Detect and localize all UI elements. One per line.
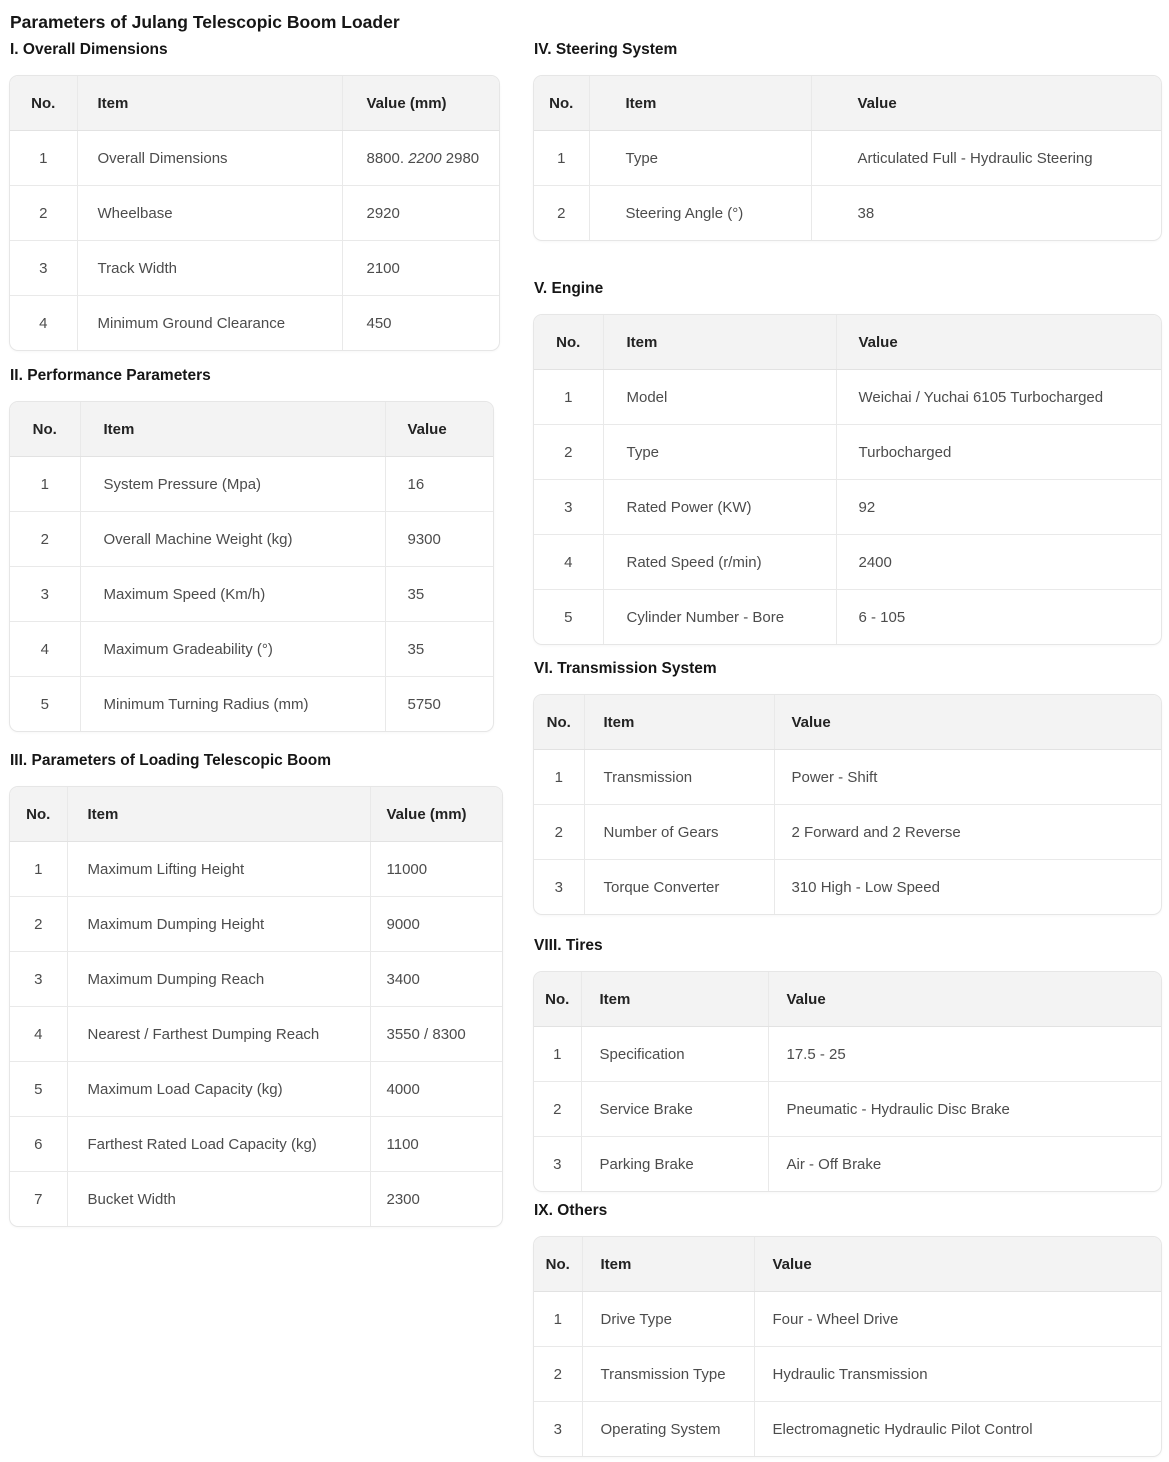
section [9,366,506,737]
column-header-item: Item [67,787,370,842]
table-wrapper [9,786,503,1227]
item-cell: Rated Power (KW) [603,480,836,535]
section-heading: V. Engine [534,280,604,297]
header-row [534,695,1161,750]
table-row [10,952,502,1007]
row-number-cell: 2 [10,512,80,567]
column-header-no: No. [534,1237,582,1292]
row-number-cell: 6 [10,1117,67,1172]
row-number-cell: 5 [10,677,80,732]
section [533,936,1160,1197]
value-cell: 16 [385,457,493,512]
row-number-cell: 2 [534,1082,581,1137]
section [533,659,1160,920]
column-header-item: Item [582,1237,754,1292]
table-row [10,1007,502,1062]
section [533,279,1160,650]
value-cell: Pneumatic - Hydraulic Disc Brake [768,1082,1161,1137]
section-heading: VIII. Tires [534,937,603,954]
value-cell: 2920 [342,186,499,241]
value-cell: 35 [385,567,493,622]
row-number-cell: 3 [534,480,603,535]
table-row [534,1137,1161,1192]
value-cell: 4000 [370,1062,502,1117]
item-cell: Minimum Ground Clearance [77,296,342,351]
table-row [534,480,1161,535]
item-cell: Service Brake [581,1082,768,1137]
item-cell: Type [589,131,811,186]
row-number-cell: 2 [534,1347,582,1402]
table-row [534,860,1161,915]
value-cell: 11000 [370,842,502,897]
row-number-cell: 1 [553,1045,562,1063]
value-cell: 3550 / 8300 [370,1007,502,1062]
table-row [534,1027,1161,1082]
section-heading: III. Parameters of Loading Telescopic Boom [10,752,331,769]
item-cell: Maximum Load Capacity (kg) [67,1062,370,1117]
item-cell: Model [603,370,836,425]
row-number-cell: 1 [564,388,573,406]
table-row [10,1172,502,1227]
column-header-item: Item [603,315,836,370]
table-row [534,370,1161,425]
table-row [534,131,1161,186]
table-row [10,186,499,241]
parameters-table [534,76,1161,240]
value-cell: 310 High - Low Speed [774,860,1161,915]
column-header-no: No. [534,76,589,131]
value-cell: 6 - 105 [836,590,1161,645]
value-cell: 9000 [370,897,502,952]
section-heading: II. Performance Parameters [10,367,211,384]
header-row [534,76,1161,131]
item-cell: Wheelbase [77,186,342,241]
value-cell: 92 [836,480,1161,535]
table-wrapper [533,75,1162,241]
content-columns [9,40,1160,1462]
table-row [534,1082,1161,1137]
page-title: Parameters of Julang Telescopic Boom Loader [10,12,400,32]
column-header-no: No. [534,695,584,750]
header-row [534,315,1161,370]
row-number-cell: 4 [534,535,603,590]
table-row [534,805,1161,860]
value-cell: Turbocharged [836,425,1161,480]
table-wrapper [533,1236,1162,1457]
item-cell: Maximum Gradeability (°) [80,622,385,677]
parameters-table [10,402,493,731]
item-cell: Cylinder Number - Bore [603,590,836,645]
section-heading: VI. Transmission System [534,660,717,677]
column-header-no: No. [534,972,581,1027]
table-row [10,296,499,351]
value-part-italic: 2200 [408,149,442,167]
section-heading: IV. Steering System [534,41,678,58]
value-cell [342,131,499,186]
section [9,751,506,1232]
row-number-cell: 2 [534,186,589,241]
item-cell: Maximum Lifting Height [67,842,370,897]
parameters-table [10,76,499,350]
value-cell: Power - Shift [774,750,1161,805]
row-number-cell: 4 [10,296,77,351]
table-row [10,897,502,952]
column-header-value: Value (mm) [342,76,499,131]
row-number-cell: 3 [534,1402,582,1457]
row-number-cell: 4 [10,622,80,677]
row-number-cell: 4 [10,1007,67,1062]
item-cell: Maximum Dumping Reach [67,952,370,1007]
item-cell: Farthest Rated Load Capacity (kg) [67,1117,370,1172]
value-cell: 5750 [385,677,493,732]
item-cell: Minimum Turning Radius (mm) [80,677,385,732]
table-row [534,535,1161,590]
item-cell: Steering Angle (°) [589,186,811,241]
table-row [10,131,499,186]
item-cell: Number of Gears [584,805,774,860]
item-cell: Maximum Speed (Km/h) [80,567,385,622]
section-heading: I. Overall Dimensions [10,41,168,58]
column-header-value: Value (mm) [370,787,502,842]
table-row [10,567,493,622]
item-cell: Rated Speed (r/min) [603,535,836,590]
value-cell: 38 [811,186,1161,241]
table-row [10,512,493,567]
value-cell: 2100 [342,241,499,296]
header-row [534,972,1161,1027]
value-cell: Weichai / Yuchai 6105 Turbocharged [836,370,1161,425]
value-cell: 9300 [385,512,493,567]
row-number-cell: 7 [10,1172,67,1227]
row-number-cell: 1 [39,149,48,167]
column-header-value: Value [754,1237,1161,1292]
parameters-table [534,972,1161,1191]
item-cell: Overall Machine Weight (kg) [80,512,385,567]
item-cell: Nearest / Farthest Dumping Reach [67,1007,370,1062]
column-header-value: Value [385,402,493,457]
row-number-cell: 3 [10,241,77,296]
item-cell: Specification [581,1027,768,1082]
item-cell: Track Width [77,241,342,296]
table-row [534,186,1161,241]
value-cell: Articulated Full - Hydraulic Steering [811,131,1161,186]
section-heading: IX. Others [534,1202,608,1219]
item-cell: Transmission [584,750,774,805]
table-row [10,842,502,897]
column-header-item: Item [589,76,811,131]
item-cell: Bucket Width [67,1172,370,1227]
column-header-value: Value [768,972,1161,1027]
column-header-item: Item [80,402,385,457]
value-cell: 2 Forward and 2 Reverse [774,805,1161,860]
table-row [534,590,1161,645]
header-row [10,402,493,457]
table-row [534,750,1161,805]
row-number-cell: 5 [10,1062,67,1117]
row-number-cell: 3 [534,1137,581,1192]
item-cell: Drive Type [582,1292,754,1347]
table-row [10,241,499,296]
parameters-table [534,695,1161,914]
value-cell: Air - Off Brake [768,1137,1161,1192]
table-row [534,1402,1161,1457]
value-part: 8800. [366,149,409,167]
column-header-item: Item [581,972,768,1027]
row-number-cell: 1 [557,149,566,167]
row-number-cell: 3 [10,952,67,1007]
row-number-cell: 1 [34,860,43,878]
table-row [10,1062,502,1117]
table-wrapper [533,971,1162,1192]
header-row [10,76,499,131]
section [533,1201,1160,1462]
header-row [534,1237,1161,1292]
table-wrapper [533,314,1162,645]
column-header-value: Value [811,76,1161,131]
column-header-value: Value [836,315,1161,370]
item-cell: Parking Brake [581,1137,768,1192]
parameters-table [10,787,502,1226]
parameters-table [534,315,1161,644]
value-cell: Four - Wheel Drive [754,1292,1161,1347]
left-column [9,40,506,1232]
row-number-cell: 2 [10,186,77,241]
table-row [10,1117,502,1172]
value-cell: 17.5 - 25 [768,1027,1161,1082]
value-cell: 3400 [370,952,502,1007]
value-cell: 1100 [370,1117,502,1172]
table-row [534,1347,1161,1402]
column-header-item: Item [584,695,774,750]
row-number-cell: 2 [534,805,584,860]
column-header-no: No. [10,76,77,131]
row-number-cell: 3 [10,567,80,622]
table-wrapper [533,694,1162,915]
item-cell: Overall Dimensions [77,131,342,186]
row-number-cell: 2 [10,897,67,952]
column-header-no: No. [534,315,603,370]
column-header-value: Value [774,695,1161,750]
row-number-cell: 3 [534,860,584,915]
value-cell: 450 [342,296,499,351]
row-number-cell: 2 [534,425,603,480]
table-wrapper [9,75,500,351]
item-cell: Torque Converter [584,860,774,915]
row-number-cell: 1 [554,768,563,786]
table-row [534,1292,1161,1347]
column-header-no: No. [10,787,67,842]
value-cell: 35 [385,622,493,677]
value-cell: Electromagnetic Hydraulic Pilot Control [754,1402,1161,1457]
section [533,40,1160,246]
item-cell: Transmission Type [582,1347,754,1402]
table-wrapper [9,401,494,732]
column-header-item: Item [77,76,342,131]
item-cell: System Pressure (Mpa) [80,457,385,512]
table-row [10,677,493,732]
table-row [534,425,1161,480]
item-cell: Operating System [582,1402,754,1457]
table-row [10,622,493,677]
table-row [10,457,493,512]
column-header-no: No. [10,402,80,457]
item-cell: Type [603,425,836,480]
item-cell: Maximum Dumping Height [67,897,370,952]
right-column [533,40,1160,1462]
parameters-table [534,1237,1161,1456]
value-cell: Hydraulic Transmission [754,1347,1161,1402]
row-number-cell: 5 [534,590,603,645]
section [9,40,506,356]
row-number-cell: 1 [40,475,49,493]
value-cell: 2300 [370,1172,502,1227]
header-row [10,787,502,842]
row-number-cell: 1 [553,1310,562,1328]
value-cell: 2400 [836,535,1161,590]
value-part: 2980 [441,149,480,167]
